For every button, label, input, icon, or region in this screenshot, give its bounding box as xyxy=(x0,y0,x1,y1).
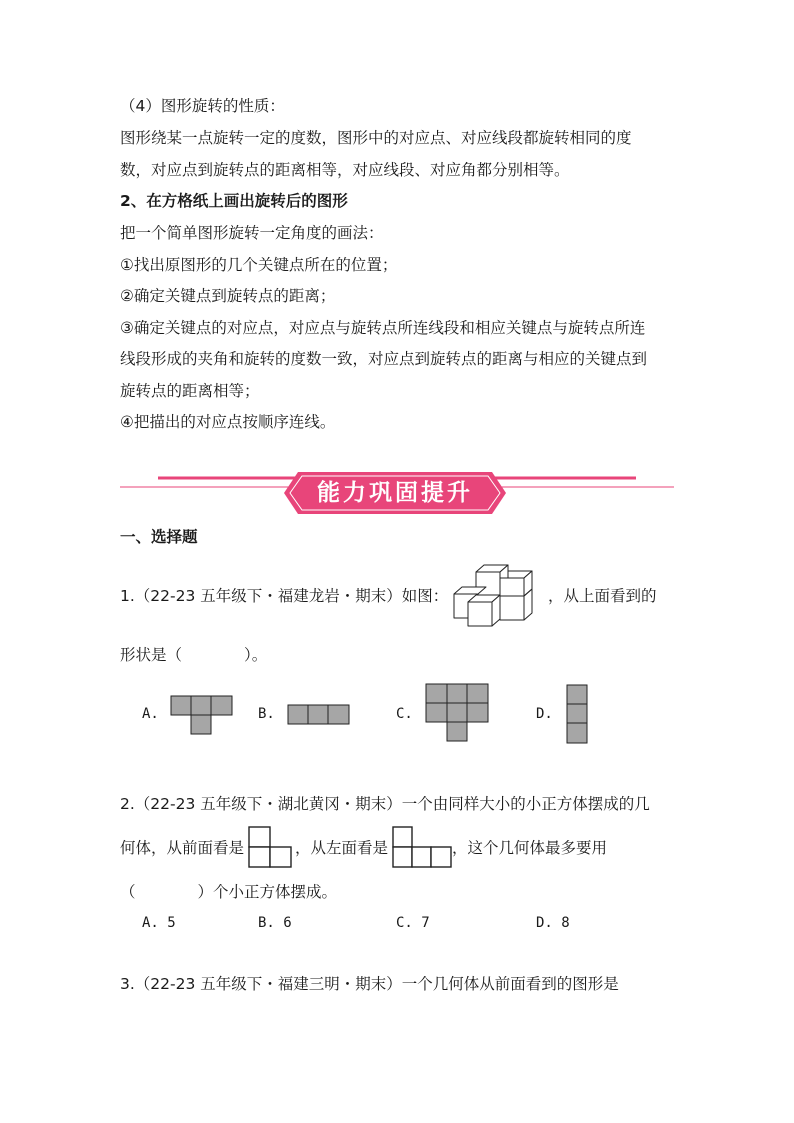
q1-option-d-figure xyxy=(566,684,590,750)
q2-line-2c: ，这个几何体最多要用 xyxy=(452,839,608,857)
step-2: ②确定关键点到旋转点的距离； xyxy=(120,287,336,305)
item4-line-1: 图形绕某一点旋转一定的度数，图形中的对应点、对应线段都旋转相同的度 xyxy=(120,129,632,147)
q2-front-view-figure xyxy=(248,826,294,874)
q2-line-1: 2.（22-23 五年级下・湖北黄冈・期末）一个由同样大小的小正方体摆成的几 xyxy=(120,795,650,813)
step-3-line-1: ③确定关键点的对应点，对应点与旋转点所连线段和相应关键点与旋转点所连 xyxy=(120,319,646,337)
q1-option-b-label: B. xyxy=(258,706,275,722)
q2-option-c: C. 7 xyxy=(396,915,430,931)
step-3-line-3: 旋转点的距离相等； xyxy=(120,382,260,400)
q2-option-a: A. 5 xyxy=(142,915,176,931)
q1-option-d-label: D. xyxy=(536,706,553,722)
q1-option-a-label: A. xyxy=(142,706,159,722)
q1-line-2: 形状是（ ）。 xyxy=(120,646,268,664)
q2-line-2b: ，从左面看是 xyxy=(295,839,389,857)
step-1: ①找出原图形的几个关键点所在的位置； xyxy=(120,256,398,274)
q1-suffix: ，从上面看到的 xyxy=(548,587,657,605)
q1-option-c-label: C. xyxy=(396,706,413,722)
q2-line-2a: 何体，从前面看是 xyxy=(120,839,245,857)
q2-line-3: （ ）个小正方体摆成。 xyxy=(120,883,338,901)
banner-title: 能力巩固提升 xyxy=(317,480,473,506)
item4-title: （4）图形旋转的性质： xyxy=(120,97,285,115)
section-banner xyxy=(120,466,674,520)
q1-option-a-figure xyxy=(170,695,234,739)
q3-line-1: 3.（22-23 五年级下・福建三明・期末）一个几何体从前面看到的图形是 xyxy=(120,975,619,993)
q1-prefix: 1.（22-23 五年级下・福建龙岩・期末）如图： xyxy=(120,587,449,605)
q1-option-b-figure xyxy=(287,704,351,730)
method-intro: 把一个简单图形旋转一定角度的画法： xyxy=(120,224,384,242)
q2-option-b: B. 6 xyxy=(258,915,292,931)
q2-left-view-figure xyxy=(392,826,454,874)
q1-cube-figure xyxy=(452,561,544,627)
section-title: 一、选择题 xyxy=(120,528,198,546)
item4-line-2: 数，对应点到旋转点的距离相等，对应线段、对应角都分别相等。 xyxy=(120,161,570,179)
q1-option-c-figure xyxy=(425,683,491,747)
step-4: ④把描出的对应点按顺序连线。 xyxy=(120,413,336,431)
q2-option-d: D. 8 xyxy=(536,915,570,931)
step-3-line-2: 线段形成的夹角和旋转的度数一致，对应点到旋转点的距离与相应的关键点到 xyxy=(120,350,648,368)
section2-title: 2、在方格纸上画出旋转后的图形 xyxy=(120,192,348,210)
